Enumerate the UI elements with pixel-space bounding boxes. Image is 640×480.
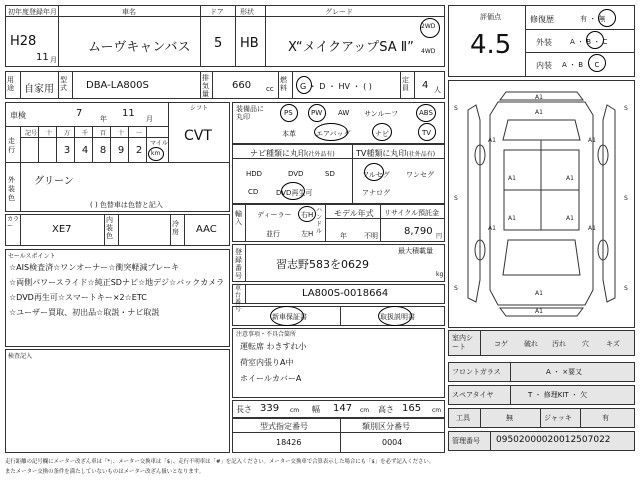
- type-spec-label: 型式指定番号: [260, 422, 308, 431]
- recycle-label: リサイクル預託金: [384, 209, 440, 217]
- exterior-grade-label: 外装: [536, 38, 552, 47]
- max-load-label: 最大積載量: [398, 247, 433, 255]
- mark-a1-11: A1: [535, 290, 543, 297]
- tools-label: 工具: [456, 414, 470, 422]
- exterior-color: グリーン: [34, 176, 74, 187]
- shift-label: シフト: [190, 105, 209, 112]
- mark-a1-12: A1: [535, 308, 543, 315]
- navi-dvd: DVD: [288, 170, 304, 178]
- mark-a1-1: A1: [535, 94, 543, 101]
- mark-a1-10: A1: [566, 215, 574, 222]
- equip-ps: PS: [284, 109, 293, 117]
- mileage-digit: 3: [63, 145, 71, 156]
- height-value: 165: [402, 403, 422, 414]
- first-reg-month: 11: [36, 52, 49, 63]
- manual: 取扱説明書: [380, 313, 415, 321]
- score-value: 4.5: [470, 30, 512, 60]
- equip-navi: ナビ: [375, 130, 389, 138]
- recycle-amount: 8,790: [404, 226, 433, 237]
- width-label: 幅: [312, 405, 320, 414]
- mileage-grid-line: [146, 126, 147, 162]
- inspection-month: 11: [122, 108, 135, 119]
- drive-4wd: 4WD: [421, 48, 436, 55]
- color-code-value: XE7: [52, 224, 72, 235]
- equip-abs: ABS: [419, 109, 433, 117]
- seat-item-5: キズ: [606, 340, 620, 348]
- tv-fullseg: フルセグ: [362, 171, 390, 179]
- interior-grade-label: 内装: [536, 61, 552, 70]
- spare-label: スペアタイヤ: [452, 391, 494, 399]
- import-parallel: 並行: [266, 230, 280, 238]
- max-load-unit: kg: [436, 271, 444, 278]
- inspection-label: 車検: [10, 111, 26, 120]
- footer-line-1: 走行距離の記号欄にメーター改ざん車は「*」、メーター交換車は「$」、走行不明車は「#」を記入ください。メーター交換車で合算表示した場合にも「$」を必ず記入ください。: [5, 459, 435, 465]
- mark-a1-5: A1: [508, 175, 516, 182]
- type-label: 型式: [60, 76, 67, 92]
- equip-aw: AW: [338, 109, 350, 117]
- sales-points-label: セールスポイント: [8, 253, 56, 260]
- seat-item-4: 穴: [582, 340, 589, 348]
- sales-line-4: ☆ユーザー買取、初出品☆取説・ナビ取説: [9, 308, 160, 317]
- model-year-label: モデル年式: [334, 209, 374, 218]
- mileage-digit-header: 記号: [24, 130, 37, 137]
- registration-number: 習志野583を0629: [276, 258, 369, 271]
- mileage-digit: 9: [117, 145, 125, 156]
- sales-line-2: ☆両側パワースライド☆純正SDナビ☆地デジ☆バックカメラ: [9, 278, 225, 287]
- registration-label: 登録番号: [235, 248, 242, 280]
- model-year-unit: 年: [340, 232, 347, 240]
- length-unit: cm: [290, 407, 300, 414]
- height-unit: cm: [432, 407, 442, 414]
- mileage-grid-line: [128, 126, 129, 162]
- jack-label: ジャッキ: [544, 414, 572, 422]
- class-value: 0004: [382, 438, 403, 447]
- tv-oneseg: ワンセグ: [406, 171, 434, 179]
- spec-row: [5, 71, 445, 99]
- new-car-warranty: 新車保証書: [272, 313, 307, 321]
- mileage-grid-line: [38, 126, 39, 162]
- car-diagram: [448, 80, 635, 328]
- displacement-label: 排気量: [202, 74, 209, 98]
- ac-value: AAC: [196, 224, 217, 235]
- import-dealer: ディーラー: [257, 211, 292, 219]
- first-reg-label: 初年度登録年月: [8, 8, 57, 16]
- use-value: 自家用: [24, 84, 54, 95]
- mark-a1-6: A1: [566, 175, 574, 182]
- model-code: DBA-LA800S: [86, 80, 149, 91]
- mileage-digit-header: 百: [99, 130, 106, 137]
- color-code-label: カラー: [7, 216, 20, 230]
- grade-label: グレード: [325, 8, 353, 16]
- note-2: 荷室内張りA中: [240, 358, 294, 367]
- side-s-2: S: [624, 105, 628, 112]
- exterior-label: 外装色: [8, 176, 15, 202]
- interior-color-label: 内装色: [106, 216, 113, 240]
- navi-hdd: HDD: [246, 170, 263, 178]
- first-reg-month-unit: 月: [50, 56, 57, 64]
- equip-pw: PW: [311, 109, 323, 117]
- grade-value: X“メイクアップSA Ⅱ”: [288, 40, 414, 55]
- sales-line-1: ☆AIS検査済☆ワンオーナー☆衝突軽減ブレーキ: [9, 263, 180, 272]
- mark-a1-7: A1: [488, 225, 496, 232]
- equipment-label: 装備品に丸印: [236, 105, 264, 121]
- repair-label: 修復歴: [530, 15, 554, 24]
- mileage-grid-line: [74, 126, 75, 162]
- side-s-6: S: [624, 285, 628, 292]
- navi-cd: CD: [248, 188, 259, 196]
- control-label: 管理番号: [452, 437, 480, 445]
- fuel-label: 燃料: [280, 76, 287, 92]
- chassis-label: 車台番号: [235, 285, 242, 313]
- mileage-grid-line: [110, 126, 111, 162]
- car-name-label: 車名: [122, 8, 136, 16]
- mark-a1-8: A1: [588, 225, 596, 232]
- persons-unit: 人: [434, 86, 441, 94]
- tv-analog: アナログ: [362, 189, 390, 197]
- note-3: ホイールカバーA: [240, 374, 302, 383]
- repair-value: 有 ・ 無: [580, 15, 606, 23]
- mark-a1-2: A1: [535, 109, 543, 116]
- length-label: 長さ: [236, 405, 252, 414]
- handle-label: ハンドル: [316, 207, 323, 235]
- sales-line-3: ☆DVD再生可☆スマートキー×2☆ETC: [9, 293, 147, 302]
- seat-item-1: コゲ: [494, 340, 508, 348]
- import-left: 左H: [301, 230, 314, 238]
- seat-item-2: 破れ: [524, 340, 538, 348]
- model-year-unknown: 不明: [364, 232, 378, 240]
- mileage-digit: 4: [81, 145, 89, 156]
- navi-dvd-play: DVD再生可: [276, 189, 313, 197]
- navi-type-label: [250, 148, 335, 159]
- use-prefix: 用途: [7, 76, 14, 92]
- mileage-digit-header: 十: [117, 130, 124, 137]
- mileage-grid-line: [20, 137, 168, 138]
- score-label: 評価点: [480, 13, 501, 21]
- inspection-month-unit: 月: [146, 115, 153, 123]
- control-number: 09502000020012507022: [496, 435, 611, 445]
- side-s-1: S: [454, 105, 458, 112]
- tv-type-note: (社外品有): [406, 151, 436, 158]
- seat-item-3: 汚れ: [552, 340, 566, 348]
- mileage-digit-header: 一: [135, 130, 142, 137]
- side-s-4: S: [624, 195, 628, 202]
- width-value: 147: [333, 403, 353, 414]
- mileage-digit-header: 千: [81, 130, 88, 137]
- first-reg-year: H28: [10, 34, 37, 49]
- glass-label: フロントガラス: [452, 368, 501, 376]
- navi-type-note: (社外品有): [306, 151, 335, 158]
- tv-type-label: [356, 148, 435, 159]
- chassis-number: LA800S-0018664: [302, 288, 389, 299]
- ac-label: 冷房: [172, 220, 179, 236]
- import-label: 輸入: [235, 210, 242, 226]
- class-label: 類別区分番号: [362, 422, 410, 431]
- tools-value: 無: [506, 414, 513, 422]
- shape-label: 形状: [240, 8, 254, 16]
- cc-unit: cc: [266, 85, 274, 93]
- doors-label: ドア: [210, 8, 224, 16]
- equip-tv: TV: [422, 129, 432, 137]
- mile-label: マイル: [150, 140, 168, 147]
- doors-value: 5: [214, 36, 223, 51]
- mileage-digit: 8: [99, 145, 107, 156]
- mark-a1-4: A1: [588, 137, 596, 144]
- recycle-yen: 円: [436, 233, 443, 240]
- shape-value: HB: [240, 36, 259, 51]
- jack-value: 有: [602, 414, 609, 422]
- width-unit: cm: [360, 407, 370, 414]
- inspector-label: 検査記入: [8, 353, 33, 360]
- mark-a1-9: A1: [508, 215, 516, 222]
- side-s-3: S: [454, 195, 458, 202]
- import-right: 右H: [301, 211, 314, 219]
- tv-type-text: TV種類に丸印: [356, 149, 407, 158]
- drive-2wd: 2WD: [421, 23, 436, 30]
- mileage-grid-line: [56, 126, 57, 162]
- notes-label: 注意事項・不具合箇所: [236, 331, 297, 338]
- fuel-value: G ・ D ・ HV ・ ( ): [300, 82, 372, 91]
- exterior-grade: A ・ B ・ C: [570, 38, 608, 46]
- height-label: 高さ: [378, 405, 394, 414]
- interior-grade: A ・ B ・ C: [562, 61, 600, 69]
- type-spec-value: 18426: [276, 438, 302, 447]
- seat-label: 室内シート: [452, 334, 473, 351]
- equip-airbag: エアバッグ: [316, 130, 351, 138]
- length-value: 339: [260, 403, 280, 414]
- capacity-value: 4: [422, 80, 429, 91]
- displacement-value: 660: [232, 80, 252, 91]
- navi-sd: SD: [325, 170, 335, 178]
- spare-options: T ・ 修理KIT ・ 欠: [528, 391, 588, 399]
- inspection-year: 7: [76, 108, 83, 119]
- mileage-digit: 2: [135, 145, 143, 156]
- mileage-label: 走行: [8, 137, 15, 154]
- transmission-value: CVT: [184, 128, 212, 144]
- glass-options: A ・ ×要又: [546, 368, 583, 376]
- car-name: ムーヴキャンバス: [88, 40, 191, 55]
- inspection-year-unit: 年: [100, 115, 107, 123]
- mileage-digit-header: 十: [45, 130, 52, 137]
- exterior-note: ( ) 色替車は色替と記入: [90, 201, 163, 209]
- note-1: 運転席 わきすれ小: [240, 342, 307, 351]
- side-s-5: S: [454, 285, 458, 292]
- inspector-box: [5, 349, 230, 453]
- capacity-label: 定員: [402, 76, 409, 92]
- mark-a1-3: A1: [488, 137, 496, 144]
- mileage-digit-header: 万: [63, 130, 70, 137]
- km-label: km: [151, 150, 161, 157]
- mileage-grid-line: [92, 126, 93, 162]
- equip-sunroof: サンルーフ: [364, 110, 399, 118]
- equip-leather: 本革: [282, 130, 296, 138]
- footer-line-2: またメーター交換の条件を満たしていないものはメーター改ざん扱いとなります。: [5, 469, 205, 475]
- navi-type-text: ナビ種類に丸印: [250, 149, 306, 158]
